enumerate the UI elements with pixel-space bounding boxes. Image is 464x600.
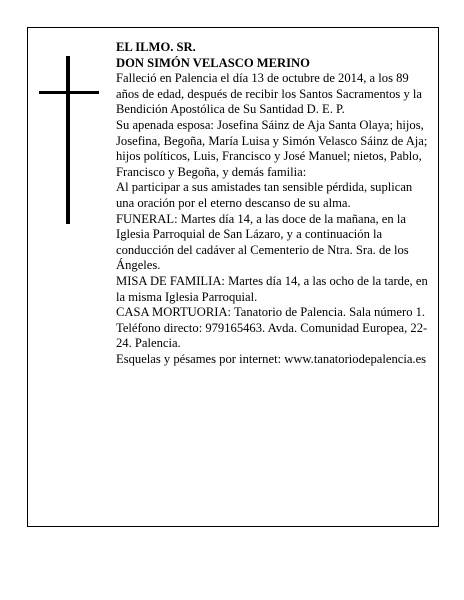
- internet-condolences: Esquelas y pésames por internet: www.tanatoriodepalencia.es: [116, 351, 427, 366]
- funeral-details: FUNERAL: Martes día 14, a las doce de la mañana, en la Iglesia Parroquial de San Lázaro, y a continuación la conducción del cadáver al Cementerio de Ntra. Sra. de los Ángeles.: [116, 211, 409, 273]
- deceased-name: DON SIMÓN VELASCO MERINO: [116, 55, 310, 70]
- obituary-text: [116, 40, 430, 367]
- funeral-home-details: CASA MORTUORIA: Tanatorio de Palencia. Sala número 1. Teléfono directo: 979165463. Avda. Comunidad Europea, 22-24. Palencia.: [116, 305, 428, 351]
- family-mass-details: MISA DE FAMILIA: Martes día 14, a las ocho de la tarde, en la misma Iglesia Parroquial.: [116, 273, 428, 304]
- cross-horizontal-bar: [39, 91, 99, 94]
- prayer-request: Al participar a sus amistades tan sensible pérdida, suplican una oración por el eterno descanso de su alma.: [116, 180, 413, 210]
- obituary-notice: [27, 27, 439, 527]
- honorific-title: EL ILMO. SR.: [116, 40, 196, 54]
- family-list: Su apenada esposa: Josefina Sáinz de Aja Santa Olaya; hijos, Josefina, Begoña, María Luisa y Simón Velasco Sáinz de Aja; hijos políticos, Luis, Francisco y José Manuel; nietos, Pablo, Francisco y Begoña, y demás familia:: [116, 117, 428, 179]
- death-announcement: Falleció en Palencia el día 13 de octubre de 2014, a los 89 años de edad, después de recibir los Santos Sacramentos y la Bendición Apostólica de Su Santidad D. E. P.: [116, 71, 423, 117]
- cross-vertical-bar: [66, 56, 70, 224]
